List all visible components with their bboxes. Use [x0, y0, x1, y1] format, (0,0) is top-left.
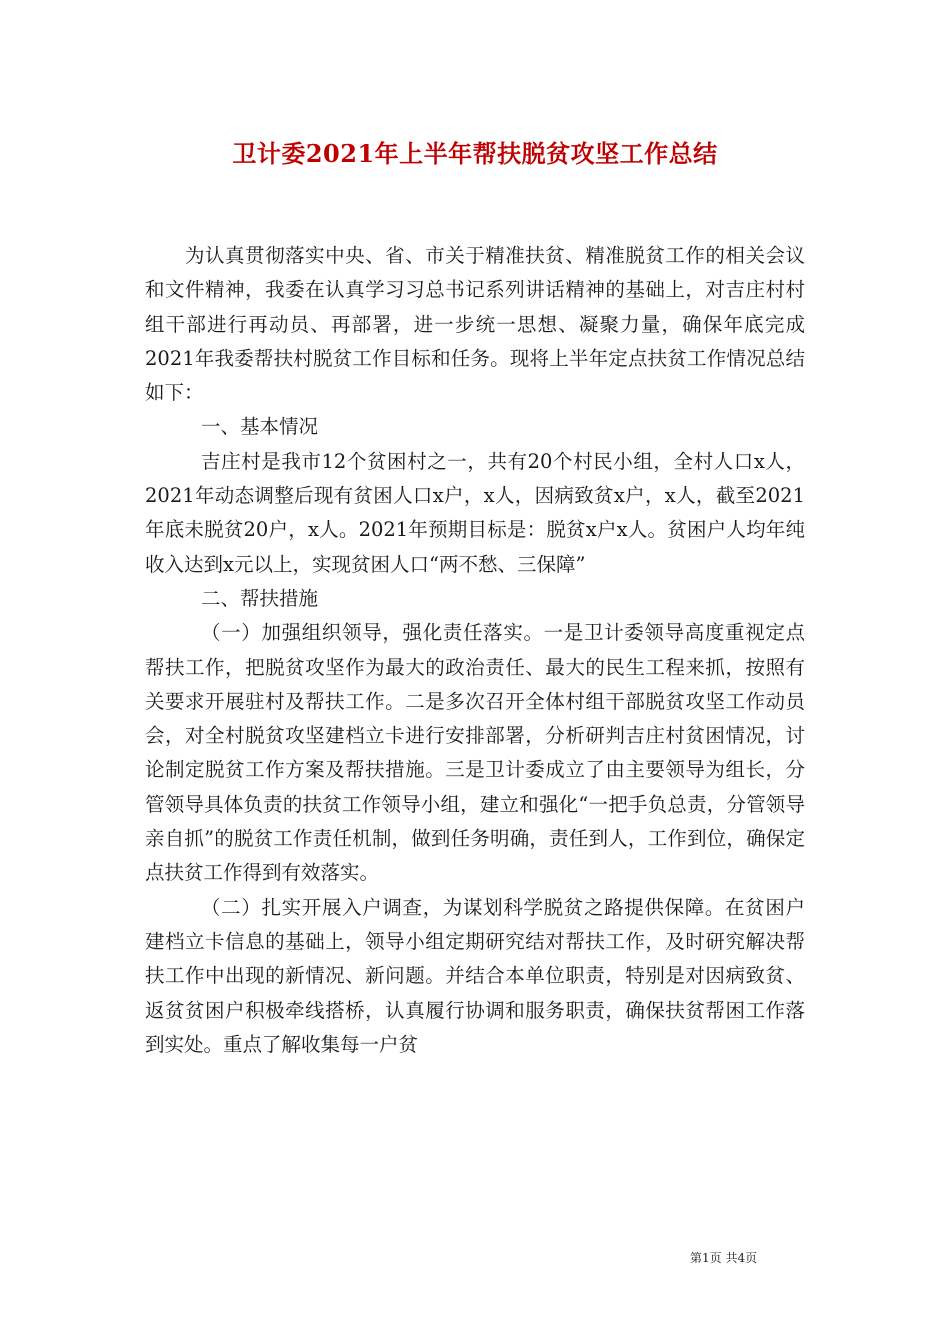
basic-situation-paragraph: 吉庄村是我市12个贫困村之一，共有20个村民小组，全村人口x人，2021年动态调整后现有贫困人口x户，x人，因病致贫x户，x人，截至2021年底未脱贫20户，x人。2021年预期目标是：脱贫x户x人。贫困户人均年纯收入达到x元以上，实现贫困人口“两不愁、三保障” — [145, 449, 805, 576]
page-number: 第1页 共4页 — [690, 1251, 758, 1265]
measure-1-paragraph: （一）加强组织领导，强化责任落实。一是卫计委领导高度重视定点帮扶工作，把脱贫攻坚作为最大的政治责任、最大的民生工程来抓，按照有关要求开展驻村及帮扶工作。二是多次召开全体村组干部脱贫攻坚工作动员会，对全村脱贫攻坚建档立卡进行安排部署，分析研判吉庄村贫困情况，讨论制定脱贫工作方案及帮扶措施。三是卫计委成立了由主要领导为组长，分管领导具体负责的扶贫工作领导小组，建立和强化“一把手负总责，分管领导亲自抓”的脱贫工作责任机制，做到任务明确，责任到人，工作到位，确保定点扶贫工作得到有效落实。 — [145, 621, 805, 885]
document-body — [145, 239, 805, 1062]
section-heading-measures: 二、帮扶措施 — [201, 586, 319, 610]
section-heading-basic: 一、基本情况 — [201, 415, 319, 439]
intro-paragraph: 为认真贯彻落实中央、省、市关于精准扶贫、精准脱贫工作的相关会议和文件精神，我委在认真学习习总书记系列讲话精神的基础上，对吉庄村村组干部进行再动员、再部署，进一步统一思想、凝聚力量，确保年底完成2021年我委帮扶村脱贫工作目标和任务。现将上半年定点扶贫工作情况总结如下： — [145, 244, 805, 405]
document-title: 卫计委2021年上半年帮扶脱贫攻坚工作总结 — [232, 139, 718, 168]
measure-2-paragraph: （二）扎实开展入户调查，为谋划科学脱贫之路提供保障。在贫困户建档立卡信息的基础上，领导小组定期研究结对帮扶工作，及时研究解决帮扶工作中出现的新情况、新问题。并结合本单位职责，特别是对因病致贫、返贫贫困户积极牵线搭桥，认真履行协调和服务职责，确保扶贫帮困工作落到实处。重点了解收集每一户贫 — [145, 895, 805, 1056]
